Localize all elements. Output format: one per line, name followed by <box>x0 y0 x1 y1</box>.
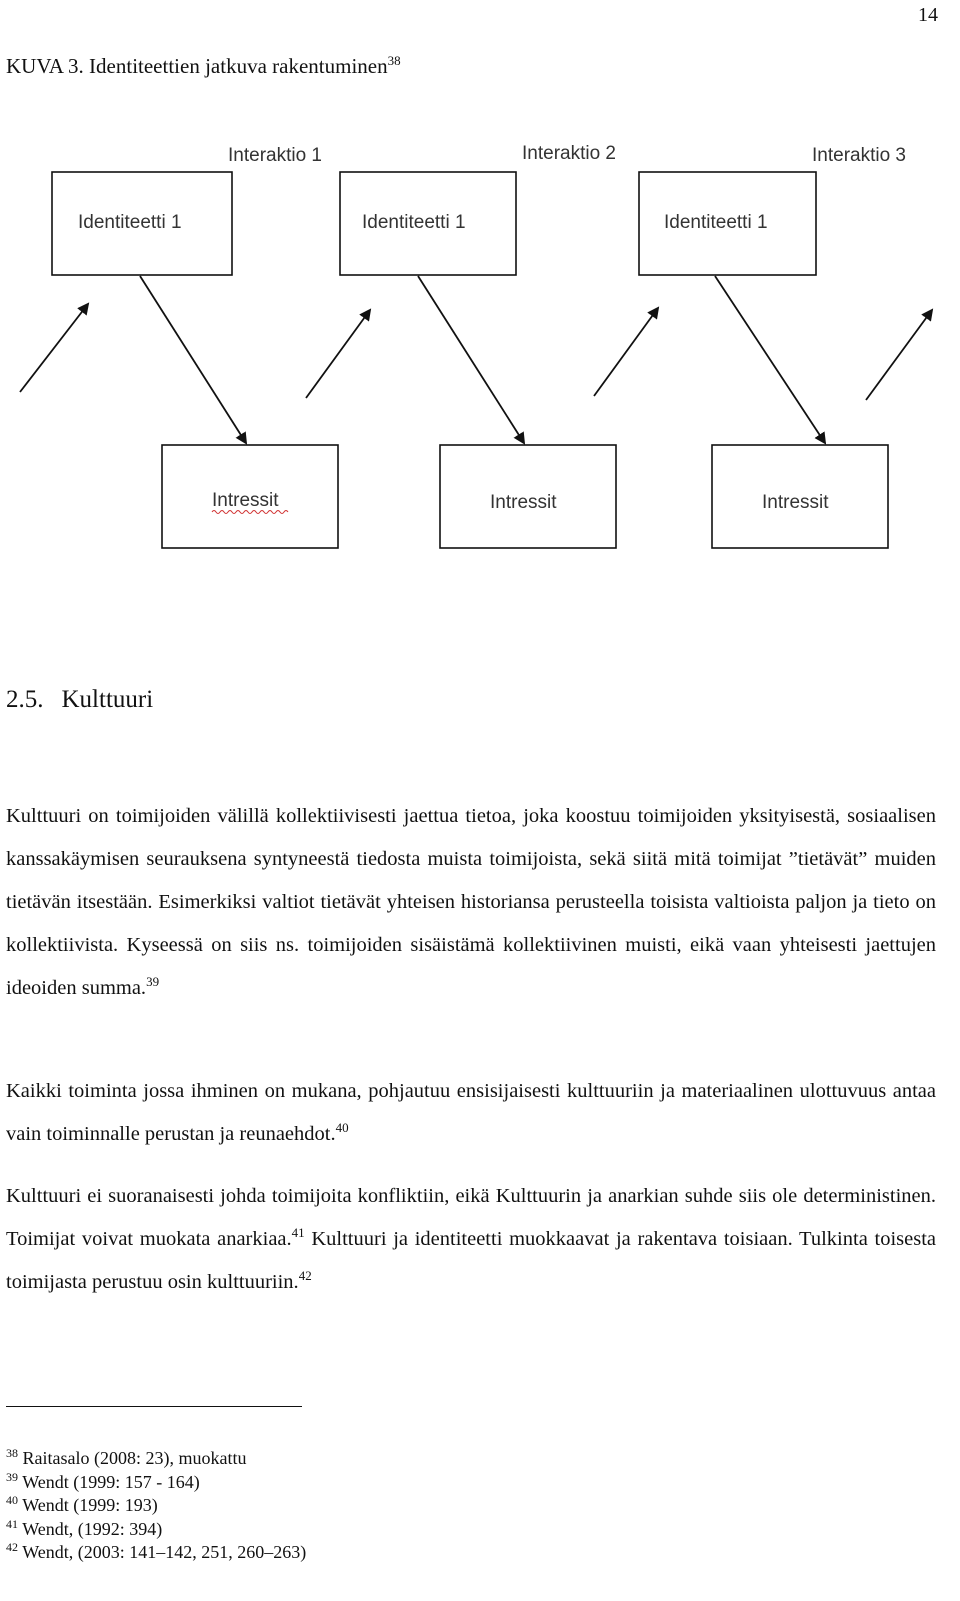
footnote-number: 40 <box>6 1493 18 1507</box>
identity-box-2-label: Identiteetti 1 <box>362 212 466 233</box>
arrow-identity-to-interest-2 <box>418 276 524 443</box>
arrow-into-identity-3 <box>594 308 658 396</box>
paragraph-3 <box>6 1175 936 1304</box>
footnote-ref-41: 41 <box>291 1225 305 1241</box>
identity-box-1-label: Identiteetti 1 <box>78 212 182 233</box>
paragraph-3-text-b: Kulttuuri ja identiteetti muokkaavat ja rakentava toisiaan. Tulkinta toisesta toimijasta perustuu osin kulttuuriin. <box>6 1228 936 1293</box>
footnote-text: Wendt (1999: 157 - 164) <box>22 1471 200 1492</box>
footnote-text: Wendt, (1992: 394) <box>22 1518 163 1539</box>
identity-construction-diagram <box>0 130 960 590</box>
arrow-into-identity-1 <box>20 304 88 392</box>
footnote-text: Wendt (1999: 193) <box>22 1495 158 1515</box>
footnote-text: Wendt, (2003: 141–142, 251, 260–263) <box>22 1542 307 1562</box>
page-number: 14 <box>918 4 938 26</box>
footnote-41 <box>6 1518 306 1542</box>
footnote-42 <box>6 1541 306 1565</box>
figure-caption-text: KUVA 3. Identiteettien jatkuva rakentuminen <box>6 54 388 78</box>
interest-box-3-label: Intressit <box>762 492 829 513</box>
figure-caption <box>6 54 401 79</box>
interest-box-2 <box>440 445 616 548</box>
interaction-label-1: Interaktio 1 <box>228 145 322 166</box>
footnote-40 <box>6 1494 306 1518</box>
section-heading <box>6 686 153 714</box>
arrow-into-identity-2 <box>306 310 370 398</box>
paragraph-2-text: Kaikki toiminta jossa ihminen on mukana, pohjautuu ensisijaisesti kulttuuriin ja materiaalinen ulottuvuus antaa vain toiminnalle perustan ja reunaehdot. <box>6 1080 936 1145</box>
footnote-38 <box>6 1447 306 1471</box>
paragraph-1 <box>6 795 936 1010</box>
footnote-number: 41 <box>6 1516 18 1531</box>
interaction-label-3: Interaktio 3 <box>812 145 906 166</box>
footnote-separator <box>6 1406 302 1407</box>
identity-box-3 <box>639 172 816 275</box>
interest-box-1 <box>162 445 338 548</box>
interest-box-1-label: Intressit <box>212 490 279 511</box>
arrow-into-identity-4 <box>866 310 932 400</box>
interest-box-2-label: Intressit <box>490 492 557 513</box>
footnote-ref-38: 38 <box>387 53 401 68</box>
interaction-label-2: Interaktio 2 <box>522 143 616 164</box>
paragraph-1-text: Kulttuuri on toimijoiden välillä kollektiivisesti jaettua tietoa, joka koostuu toimijoiden yksityisestä, sosiaalisen kanssakäymisen seurauksena syntyneestä tiedosta muista toimijoista, sekä siitä mitä toimijat ”tietävät” muiden tietävän itsestään. Esimerkiksi valtiot tietävät yhteisen historiansa perusteella toisista valtioista paljon ja tieto on kollektiivista. Kyseessä on siis ns. toimijoiden sisäistämä kollektiivinen muisti, eikä vaan yhteisesti jaettujen ideoiden summa. <box>6 805 936 999</box>
identity-box-1 <box>52 172 232 275</box>
footnote-number: 38 <box>6 1446 18 1460</box>
interest-box-3 <box>712 445 888 548</box>
paragraph-3-text-a: Kulttuuri ei suoranaisesti johda toimijoita konfliktiin, eikä Kulttuurin ja anarkian suhde siis ole deterministinen. Toimijat voivat muokata anarkiaa. <box>6 1185 936 1250</box>
identity-box-3-label: Identiteetti 1 <box>664 212 768 233</box>
arrow-identity-to-interest-3 <box>715 276 825 443</box>
paragraph-2 <box>6 1070 936 1156</box>
footnote-ref-42: 42 <box>298 1268 312 1284</box>
arrow-identity-to-interest-1 <box>140 276 246 443</box>
footnote-39 <box>6 1471 306 1495</box>
footnote-number: 39 <box>6 1469 18 1484</box>
footnotes <box>6 1447 306 1565</box>
footnote-text: Raitasalo (2008: 23), muokattu <box>22 1448 247 1468</box>
section-number: 2.5. <box>6 686 44 713</box>
footnote-ref-40: 40 <box>335 1120 349 1136</box>
section-title: Kulttuuri <box>61 686 154 713</box>
footnote-ref-39: 39 <box>146 974 160 990</box>
footnote-number: 42 <box>6 1540 18 1554</box>
identity-box-2 <box>340 172 516 275</box>
